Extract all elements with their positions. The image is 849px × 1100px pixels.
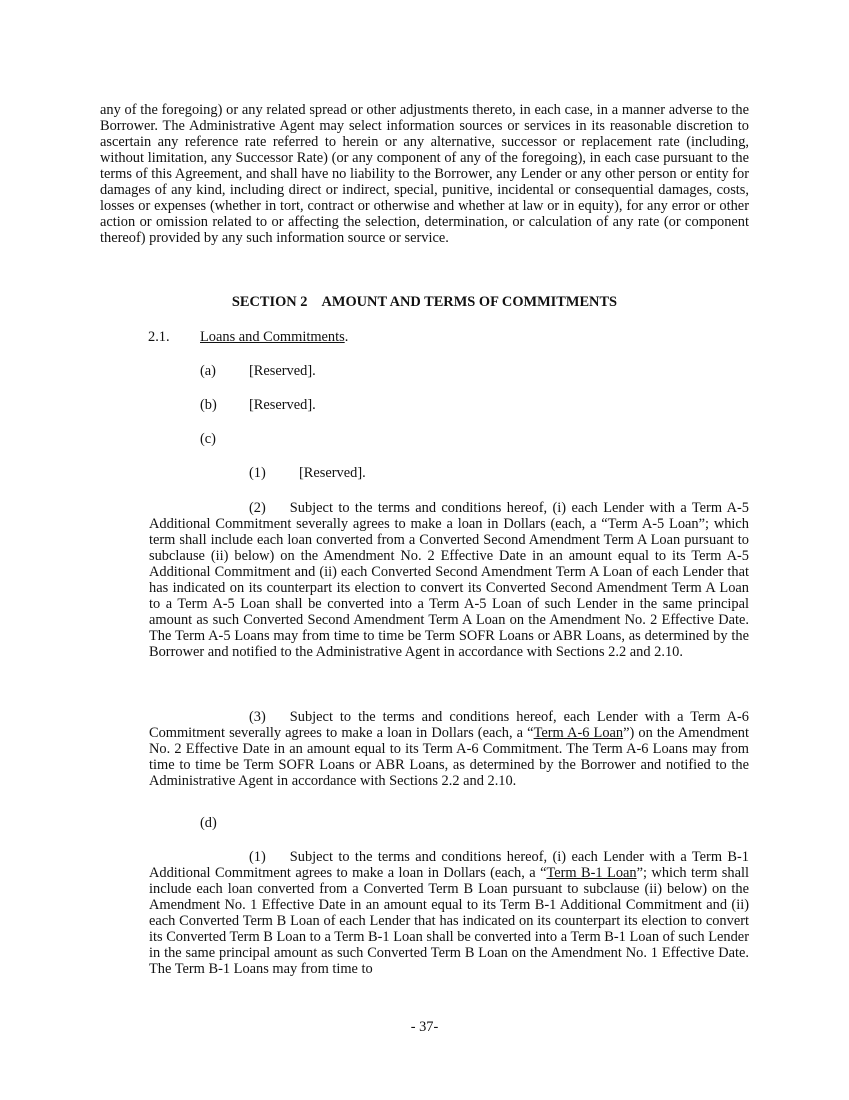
clause-d-item1-paragraph bbox=[149, 849, 749, 977]
subsection-title: Loans and Commitments bbox=[200, 329, 345, 345]
subsection-number: 2.1. bbox=[148, 329, 170, 345]
clause-c-item3-text-after: ”) on the Amendment No. 2 Effective Date in an amount equal to its Term A-6 Commitment. The Term A-6 Loans may from time to time be Term SOFR Loans or ABR Loans, as determined by the Borrower and notified to the Administrative Agent in accordance with Sections 2.2 and 2.10. bbox=[149, 725, 749, 789]
clause-d-item1 bbox=[149, 849, 749, 977]
clause-c-label: (c) bbox=[200, 431, 216, 447]
section-title: AMOUNT AND TERMS OF COMMITMENTS bbox=[321, 294, 618, 310]
section-number: SECTION 2 bbox=[231, 294, 308, 310]
clause-d-item1-text-before: Subject to the terms and conditions hereof, (i) each Lender with a Term B-1 Additional Commitment agrees to make a loan in Dollars (each, a “ bbox=[149, 849, 749, 881]
clause-d-item1-label: (1) bbox=[249, 849, 266, 865]
clause-c-item1-text: [Reserved]. bbox=[299, 465, 366, 481]
clause-c-item2-paragraph bbox=[149, 500, 749, 660]
page-number: - 37- bbox=[410, 1019, 439, 1035]
clause-c-item3-paragraph bbox=[149, 709, 749, 789]
intro-paragraph bbox=[100, 102, 749, 246]
clause-c-item3-text-before: Subject to the terms and conditions hereof, each Lender with a Term A-6 Commitment severally agrees to make a loan in Dollars (each, a “ bbox=[149, 709, 749, 741]
clause-c-item2-label: (2) bbox=[249, 500, 266, 516]
clause-d-label: (d) bbox=[200, 815, 217, 831]
clause-b-label: (b) bbox=[200, 397, 217, 413]
clause-b-text: [Reserved]. bbox=[249, 397, 316, 413]
defined-term-term-b1-loan: Term B-1 Loan bbox=[546, 865, 637, 881]
clause-c-item2-text: Subject to the terms and conditions hereof, (i) each Lender with a Term A-5 Additional Commitment severally agrees to make a loan in Dollars (each, a “Term A-5 Loan”; which term shall include each loan converted from a Converted Second Amendment Term A Loan pursuant to subclause (ii) below) on the Amendment No. 2 Effective Date in an amount equal to its Term A-5 Additional Commitment and (ii) each Converted Second Amendment Term A Loan of each Lender that has indicated on its counterpart its election to convert its Converted Second Amendment Term A Loan to a Term A-5 Loan shall be converted into a Term A-5 Loan of such Lender in the same principal amount as such Converted Second Amendment Term A Loan on the Amendment No. 2 Effective Date. The Term A-5 Loans may from time to time be Term SOFR Loans or ABR Loans, as determined by the Borrower and notified to the Administrative Agent in accordance with Sections 2.2 and 2.10. bbox=[149, 500, 749, 660]
subsection-heading bbox=[200, 329, 348, 345]
clause-a-text: [Reserved]. bbox=[249, 363, 316, 379]
intro-paragraph-text: any of the foregoing) or any related spread or other adjustments thereto, in each case, in a manner adverse to the Borrower. The Administrative Agent may select information sources or services in its reasonable discretion to ascertain any reference rate referred to herein or any alternative, successor or replacement rate (including, without limitation, any Successor Rate) (or any component of any of the foregoing), in each case pursuant to the terms of this Agreement, and shall have no liability to the Borrower, any Lender or any other person or entity for damages of any kind, including direct or indirect, special, punitive, incidental or consequential damages, costs, losses or expenses (whether in tort, contract or otherwise and whether at law or in equity), for any error or other action or omission related to or affecting the selection, determination, or calculation of any rate (or component thereof) provided by any such information source or service. bbox=[100, 102, 749, 246]
subsection-title-suffix: . bbox=[344, 329, 349, 345]
clause-c-item3-label: (3) bbox=[249, 709, 266, 725]
clause-c-item1-label: (1) bbox=[249, 465, 266, 481]
clause-d-item1-text-after: ”; which term shall include each loan converted from a Converted Term B Loan pursuant to subclause (ii) below) on the Amendment No. 1 Effective Date in an amount equal to its Term B-1 Additional Commitment and (ii) each Converted Term B Loan of each Lender that has indicated on its counterpart its election to convert its Converted Term B Loan to a Term B-1 Loan shall be converted into a Term B-1 Loan of such Lender in the same principal amount as such Converted Term B Loan on the Amendment No. 1 Effective Date. The Term B-1 Loans may from time to bbox=[149, 865, 749, 977]
clause-a-label: (a) bbox=[200, 363, 216, 379]
clause-c-item2 bbox=[149, 500, 749, 660]
defined-term-term-a6-loan: Term A-6 Loan bbox=[533, 725, 624, 741]
clause-c-item3 bbox=[149, 709, 749, 789]
section-heading bbox=[100, 294, 749, 310]
